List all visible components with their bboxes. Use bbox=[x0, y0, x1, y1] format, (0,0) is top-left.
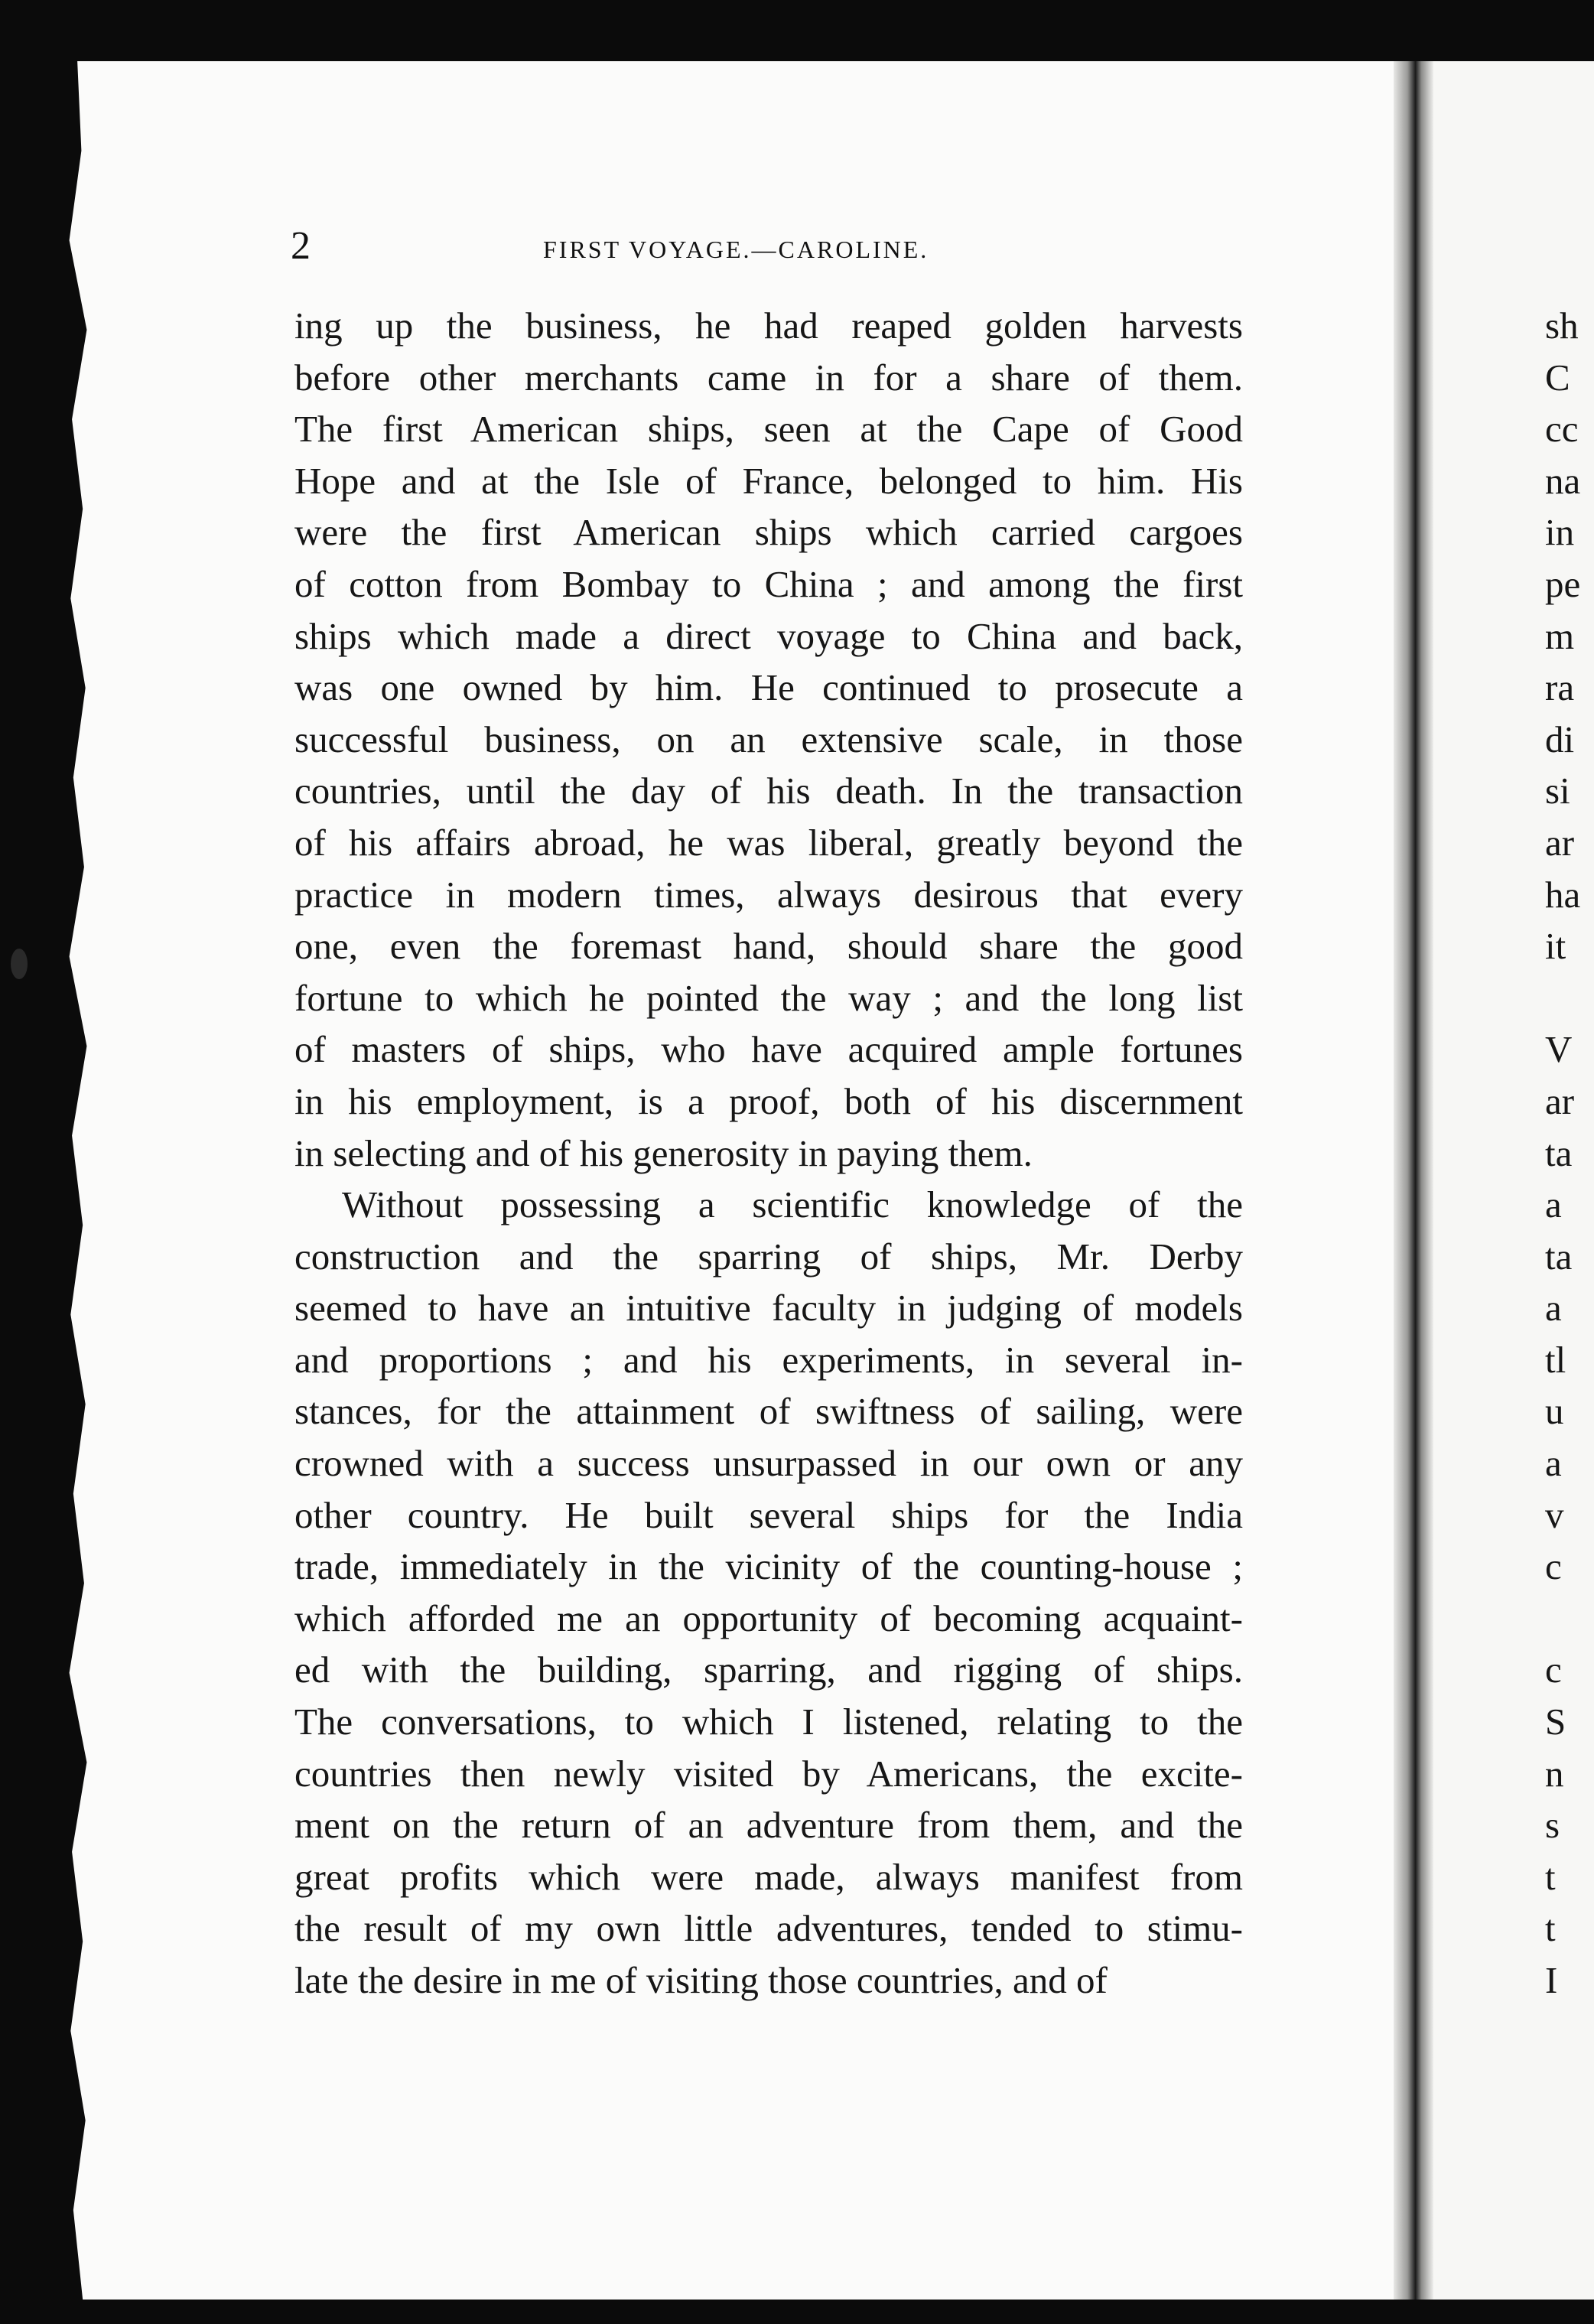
text-line: late the desire in me of visiting those countries, and of bbox=[294, 1959, 1108, 2001]
text-line: and proportions ; and his experiments, in several in- bbox=[294, 1338, 1243, 1381]
facing-page-fragment: ha bbox=[1545, 873, 1581, 916]
text-line: countries, until the day of his death. In the transaction bbox=[294, 770, 1243, 812]
facing-page-fragment: ta bbox=[1545, 1131, 1573, 1174]
facing-page-fragment: n bbox=[1545, 1752, 1564, 1795]
facing-page-fragment: tl bbox=[1545, 1338, 1566, 1381]
text-line: ing up the business, he had reaped golden harvests bbox=[294, 304, 1243, 347]
running-head: FIRST VOYAGE.—CAROLINE. bbox=[543, 236, 929, 263]
text-line: ment on the return of an adventure from them, and the bbox=[294, 1804, 1243, 1847]
facing-page-fragment: a bbox=[1545, 1442, 1562, 1485]
text-line: the result of my own little adventures, tended to stimu- bbox=[294, 1907, 1243, 1950]
facing-page-fragment: ar bbox=[1545, 1079, 1575, 1122]
facing-page-fragment bbox=[1545, 972, 1594, 1024]
facing-page-fragment: in bbox=[1545, 511, 1575, 554]
text-line: in selecting and of his generosity in paying them. bbox=[294, 1131, 1033, 1174]
text-line: ed with the building, sparring, and rigging of ships. bbox=[294, 1649, 1243, 1691]
body-text bbox=[294, 300, 1243, 2007]
text-line: trade, immediately in the vicinity of the counting-house ; bbox=[294, 1545, 1243, 1588]
text-line: other country. He built several ships for the India bbox=[294, 1493, 1243, 1536]
facing-page-fragment: pe bbox=[1545, 562, 1581, 605]
text-line: of cotton from Bombay to China ; and among the first bbox=[294, 562, 1243, 605]
facing-page-fragment: ar bbox=[1545, 821, 1575, 864]
facing-page-fragment: na bbox=[1545, 459, 1581, 502]
text-line: practice in modern times, always desirous that every bbox=[294, 873, 1243, 916]
facing-page-fragment: a bbox=[1545, 1287, 1562, 1330]
facing-page-fragment: it bbox=[1545, 925, 1566, 968]
text-line: were the first American ships which carried cargoes bbox=[294, 511, 1243, 554]
book-gutter bbox=[1394, 61, 1433, 2300]
text-line: was one owned by him. He continued to prosecute a bbox=[294, 666, 1243, 709]
text-line: successful business, on an extensive scale, in those bbox=[294, 718, 1243, 760]
facing-page-fragment: t bbox=[1545, 1907, 1556, 1950]
text-line: one, even the foremast hand, should share the good bbox=[294, 925, 1243, 968]
facing-page-fragment: c bbox=[1545, 1649, 1562, 1691]
facing-page-fragment: t bbox=[1545, 1855, 1556, 1898]
facing-page-fragment: V bbox=[1545, 1028, 1573, 1071]
text-line: ships which made a direct voyage to China and back, bbox=[294, 614, 1243, 657]
text-line: stances, for the attainment of swiftness of sailing, were bbox=[294, 1390, 1243, 1433]
facing-page-fragment: ta bbox=[1545, 1235, 1573, 1278]
text-line: great profits which were made, always manifest from bbox=[294, 1855, 1243, 1898]
text-line: of his affairs abroad, he was liberal, greatly beyond the bbox=[294, 821, 1243, 864]
text-line: Hope and at the Isle of France, belonged to him. His bbox=[294, 459, 1243, 502]
facing-page-fragment: ra bbox=[1545, 666, 1575, 709]
text-line: The conversations, to which I listened, relating to the bbox=[294, 1701, 1243, 1743]
text-line: fortune to which he pointed the way ; and the long list bbox=[294, 976, 1243, 1019]
text-line: The first American ships, seen at the Cape of Good bbox=[294, 408, 1243, 451]
facing-page-fragment: S bbox=[1545, 1701, 1566, 1743]
text-line: before other merchants came in for a share of them. bbox=[294, 356, 1243, 399]
facing-page-fragment: si bbox=[1545, 770, 1570, 812]
text-line: of masters of ships, who have acquired ample fortunes bbox=[294, 1028, 1243, 1071]
facing-page-fragment: cc bbox=[1545, 408, 1579, 451]
text-line: Without possessing a scientific knowledge of the bbox=[342, 1183, 1243, 1226]
facing-page-fragment: C bbox=[1545, 356, 1570, 399]
facing-page-fragment: m bbox=[1545, 614, 1575, 657]
facing-page-fragment: s bbox=[1545, 1804, 1560, 1847]
facing-page-fragment: sh bbox=[1545, 304, 1579, 347]
facing-page-fragments bbox=[1545, 300, 1594, 2007]
text-line: in his employment, is a proof, both of his discernment bbox=[294, 1079, 1243, 1122]
text-line: construction and the sparring of ships, Mr. Derby bbox=[294, 1235, 1243, 1278]
facing-page-fragment: I bbox=[1545, 1959, 1558, 2001]
facing-page-fragment: a bbox=[1545, 1183, 1562, 1226]
scan-speck bbox=[11, 949, 28, 979]
text-line: countries then newly visited by Americans, the excite- bbox=[294, 1752, 1243, 1795]
facing-page-fragment: c bbox=[1545, 1545, 1562, 1588]
facing-page-fragment bbox=[1545, 1593, 1594, 1645]
page-number: 2 bbox=[291, 224, 311, 268]
text-line: crowned with a success unsurpassed in our own or any bbox=[294, 1442, 1243, 1485]
text-line: seemed to have an intuitive faculty in judging of models bbox=[294, 1287, 1243, 1330]
facing-page-fragment: v bbox=[1545, 1493, 1564, 1536]
facing-page-fragment: di bbox=[1545, 718, 1575, 760]
text-line: which afforded me an opportunity of becoming acquaint- bbox=[294, 1597, 1243, 1639]
facing-page-fragment: u bbox=[1545, 1390, 1564, 1433]
